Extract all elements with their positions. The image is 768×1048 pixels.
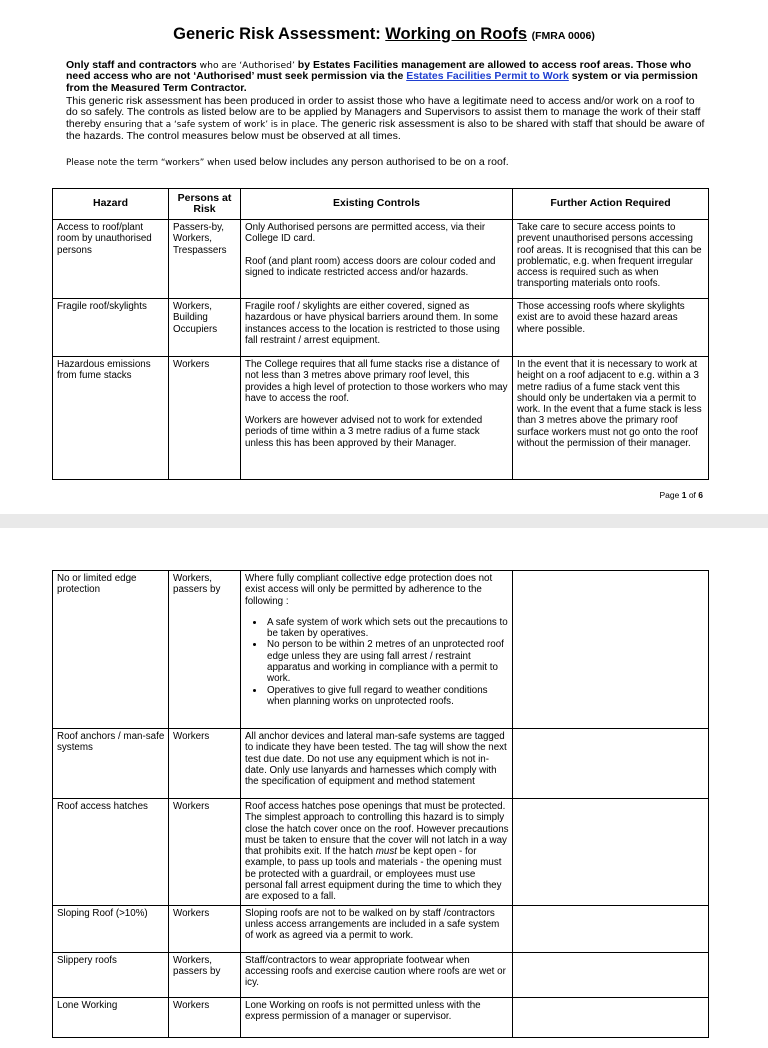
controls-text-a: Roof access hatches pose openings that must be protected. The simplest approach to controlling this hazard is to simply close the hatch cover once on the roof. However precautions must be taken to ensure that the cover will not latch in a way that prohibits exit. If the hatch <box>245 801 509 858</box>
list-item: • A safe system of work which sets out the precautions to be taken by operatives. <box>265 617 509 640</box>
table-row <box>53 220 709 299</box>
table-row <box>53 905 709 952</box>
intro-purpose-paragraph <box>66 96 706 143</box>
title-topic: Working on Roofs <box>385 25 528 43</box>
table-row <box>53 997 709 1037</box>
controls-text-b: be kept open - for example, to pass up tools and materials - the opening must be protected with a guardrail, or employees must use personal fall arrest equipment during the time to which they are exposed to a fall. <box>245 846 502 903</box>
table-row <box>53 729 709 799</box>
page-number-total: 6 <box>698 490 703 500</box>
hazard-cell: Fragile roof/skylights <box>53 299 169 357</box>
hazard-cell: Roof access hatches <box>53 799 169 906</box>
controls-cell <box>241 357 513 480</box>
permit-to-work-link[interactable]: Estates Facilities Permit to Work <box>406 70 569 83</box>
header-further-action: Further Action Required <box>513 189 709 220</box>
list-item: • No person to be within 2 metres of an unprotected roof edge unless they are using fall arrest / restraint apparatus and working in compliance with a permit to work. <box>265 639 509 684</box>
controls-bullet-list <box>245 617 509 707</box>
intro-p2-text-a: This generic risk assessment has been produced in order to assist those who have a legitimate need to access and/or work on a roof to do so safely. The controls as listed below are to be applied by Managers and Supervisors to assist them to manage the work of their staff thereby <box>66 95 701 130</box>
controls-text: Where fully compliant collective edge protection does not exist access will only be permitted by adherence to the following : <box>245 573 493 607</box>
controls-cell: All anchor devices and lateral man-safe systems are tagged to indicate they have been tested. The tag will show the next test due date. Do not use any equipment which is not in-date. Only use lanyards and harnesses which comply with the specification of equipment and method statement <box>241 729 513 799</box>
header-existing-controls: Existing Controls <box>241 189 513 220</box>
title-prefix: Generic Risk Assessment: <box>173 25 386 43</box>
intro-p2-text-c: The generic risk assessment is also to be shared with staff that should be aware of the hazards. The control measures below must be observed at all times. <box>66 117 705 143</box>
document-page-1 <box>0 0 768 514</box>
intro-p1-text-b: who are ‘Authorised’ <box>199 60 295 71</box>
controls-cell: Sloping roofs are not to be walked on by staff /contractors unless access arrangements are included in a safe system of work as agreed via a permit to work. <box>241 905 513 952</box>
persons-cell: Workers <box>169 799 241 906</box>
persons-cell: Workers <box>169 729 241 799</box>
controls-cell <box>241 571 513 729</box>
hazard-cell: Slippery roofs <box>53 952 169 997</box>
table-row <box>53 799 709 906</box>
controls-cell: Lone Working on roofs is not permitted unless with the express permission of a manager or supervisor. <box>241 997 513 1037</box>
list-item: • Operatives to give full regard to weather conditions when planning works on unprotected roofs. <box>265 685 509 708</box>
persons-cell: Passers-by, Workers, Trespassers <box>169 220 241 299</box>
table-row <box>53 571 709 729</box>
document-page-2 <box>0 528 768 1048</box>
action-cell <box>513 997 709 1037</box>
controls-cell: Staff/contractors to wear appropriate footwear when accessing roofs and exercise caution where roofs are wet or icy. <box>241 952 513 997</box>
intro-workers-note <box>66 157 706 169</box>
page-number-of: of <box>686 490 699 500</box>
intro-p3-text-b: used below includes any person authorised to be on a roof. <box>230 156 509 168</box>
title-code: (FMRA 0006) <box>531 30 595 42</box>
header-persons-at-risk: Persons at Risk <box>169 189 241 220</box>
controls-cell <box>241 220 513 299</box>
intro-p1-text-c: by Estates Facilities management are allowed to access roof areas. Those who need access who are not ‘Authorised’ must seek permission via the <box>66 59 692 83</box>
controls-text: Roof (and plant room) access doors are colour coded and signed to indicate restricted access and/or hazards. <box>245 255 496 278</box>
action-cell <box>513 571 709 729</box>
risk-assessment-table-continued <box>52 570 709 1038</box>
hazard-cell: Hazardous emissions from fume stacks <box>53 357 169 480</box>
intro-p2-text-b: ensuring that a ‘safe system of work’ is in place. <box>103 119 318 130</box>
controls-cell <box>241 799 513 906</box>
table-row <box>53 357 709 480</box>
controls-cell <box>241 299 513 357</box>
persons-cell: Workers <box>169 905 241 952</box>
action-cell <box>513 729 709 799</box>
hazard-cell: Roof anchors / man-safe systems <box>53 729 169 799</box>
hazard-cell: Sloping Roof (>10%) <box>53 905 169 952</box>
action-cell <box>513 952 709 997</box>
persons-cell: Workers <box>169 357 241 480</box>
page-number-current: 1 <box>681 490 687 500</box>
intro-authorised-paragraph <box>66 60 706 94</box>
header-hazard: Hazard <box>53 189 169 220</box>
page-number <box>0 490 703 500</box>
action-cell: Take care to secure access points to prevent unauthorised persons accessing roof areas. It is recognised that this can be problematic, e.g. when frequent irregular access is required such as when transporting materials onto roofs. <box>513 220 709 299</box>
hazard-cell: No or limited edge protection <box>53 571 169 729</box>
controls-text: Workers are however advised not to work for extended periods of time within a 3 metre radius of a fume stack unless this has been approved by their Manager. <box>245 415 483 449</box>
action-cell: Those accessing roofs where skylights exist are to avoid these hazard areas where possible. <box>513 299 709 357</box>
risk-assessment-table <box>52 188 709 480</box>
hazard-cell: Access to roof/plant room by unauthorised persons <box>53 220 169 299</box>
controls-text: Fragile roof / skylights are either covered, signed as hazardous or have physical barriers around them. In some instances access to the location is restricted to those using fall restraint / arrest equipment. <box>245 301 500 346</box>
table-row <box>53 299 709 357</box>
persons-cell: Workers, passers by <box>169 571 241 729</box>
document-title <box>0 25 768 44</box>
intro-p1-text-a: Only staff and contractors <box>66 59 200 71</box>
controls-text: The College requires that all fume stacks rise a distance of not less than 3 metres above primary roof level, this provides a high level of protection to those workers who may have to access the roof. <box>245 359 508 404</box>
persons-cell: Workers, Building Occupiers <box>169 299 241 357</box>
action-cell <box>513 799 709 906</box>
hazard-cell: Lone Working <box>53 997 169 1037</box>
intro-p3-text-a: Please note the term “workers” when <box>66 158 231 168</box>
page-number-prefix: Page <box>659 490 682 500</box>
action-cell <box>513 905 709 952</box>
controls-emphasis: must <box>375 846 397 858</box>
controls-text: Only Authorised persons are permitted access, via their College ID card. <box>245 222 486 245</box>
persons-cell: Workers, passers by <box>169 952 241 997</box>
intro-p1-text-d: system or via permission from the Measured Term Contractor. <box>66 70 698 94</box>
table-row <box>53 952 709 997</box>
action-cell: In the event that it is necessary to work at height on a roof adjacent to e.g. within a 3 metre radius of a fume stack vent this should only be undertaken via a permit to work. In the event that a fume stack is less than 3 metres above the primary roof surface workers must not go onto the roof without the permission of their manager. <box>513 357 709 480</box>
persons-cell: Workers <box>169 997 241 1037</box>
